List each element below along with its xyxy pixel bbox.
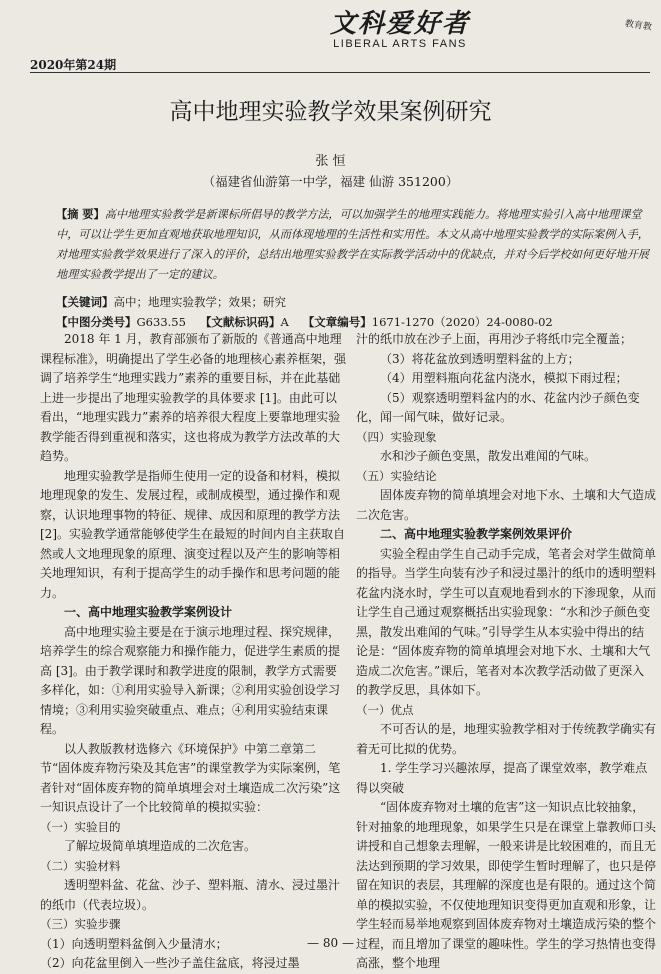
subsection-heading: （三）实验步骤 [40, 917, 121, 931]
doccode-value: A [280, 315, 289, 329]
header-rule [30, 72, 650, 73]
body-paragraph: “固体废弃物对土壤的危害”这一知识点比较抽象，针对抽象的地理现象，如果学生只是在课堂上靠教师口头讲授和自己想象去理解，一般来讲是比较困难的，而且无法达到预期的学习效果，即使学生暂时理解了，也只是停留在知识的表层，其理解的深度也是有限的。通过这个简单的模拟实验，不仅使地理知识变得更加直观和形象，让学生轻而易举地观察到固体废弃物对土壤造成污染的整个过程，而且增加了课堂的趣味性。学生的学习热情也变得高涨，整个地理 [356, 800, 657, 970]
body-paragraph: 1. 学生学习兴趣浓厚，提高了课堂效率，教学难点得以突破 [356, 761, 648, 795]
subsection-heading: （一）实验目的 [40, 819, 121, 834]
body-paragraph: 汁的纸巾放在沙子上面，再用沙子将纸巾完全覆盖； [356, 332, 633, 346]
doccode-label: 【文献标识码】 [199, 315, 281, 329]
corner-section-tag: 教育教 [624, 19, 653, 33]
step-item: （1）向透明塑料盆倒入少量清水； [40, 936, 228, 951]
section-heading: 一、高中地理实验教学案例设计 [64, 605, 233, 619]
body-paragraph: 2018 年 1 月，教育部颁布了新版的《普通高中地理课程标准》，明确提出了学生必备的地理核心素养框架，强调了培养学生“地理实践力”素养的重要目标，并在此基础上进一步提出了地理实验教学的具体要求 [1]。由此可以看出，“地理实践力”素养的培养很大程度上要靠地理实验教学能否得到重视和落实，这也将成为教学方法改革的大趋势。 [40, 332, 347, 463]
body-paragraph: 地理实验教学是指师生使用一定的设备和材料，模拟地理现象的发生、发展过程，或制成模型，通过操作和观察，认识地理事物的特征、规律、成因和原理的教学方法 [2]。实验教学通常能够使学生在最短的时间内自主获取自然或人文地理现象的原理、演变过程以及产生的影响等相关地理知识，有利于提高学生的动手操作和思考问题的能力。 [40, 468, 346, 600]
keywords-label: 【关键词】 [56, 295, 114, 309]
body-paragraph: 不可否认的是，地理实验教学相对于传统教学确实有着无可比拟的优势。 [356, 722, 657, 756]
journal-logo: 文科爱好者 [329, 9, 470, 39]
keywords-text: 高中；地理实验教学；效果；研究 [113, 295, 286, 309]
artno-label: 【文章编号】 [302, 315, 372, 329]
step-item: （3）将花盆放到透明塑料盆的上方； [380, 351, 580, 366]
artno-value: 1671-1270（2020）24-0080-02 [371, 315, 553, 329]
keywords-line [56, 292, 654, 312]
page-number: — 80 — [307, 936, 354, 950]
subsection-heading: （二）实验材料 [40, 858, 121, 873]
subsection-heading: （一）优点 [356, 702, 414, 717]
section-heading: 二、高中地理实验教学案例效果评价 [380, 527, 573, 541]
author-affiliation: （福建省仙游第一中学，福建 仙游 351200） [202, 174, 459, 189]
step-item: （5）观察透明塑料盆内的水、花盆内沙子颜色变化，闻一闻气味，做好记录。 [356, 390, 640, 424]
classification-line [56, 312, 654, 332]
subsection-heading: （五）实验结论 [356, 468, 437, 483]
article-title: 高中地理实验教学效果案例研究 [169, 99, 492, 125]
abstract-text: 高中地理实验教学是新课标所倡导的教学方法，可以加强学生的地理实践能力。将地理实验引入高中地理课堂中，可以让学生更加直观地获取地理知识，从而体现地理的生活性和实用性。本文从高中地理实验教学的实际案例入手，对地理实验教学效果进行了深入的评价，总结出地理实验教学在实际教学活动中的优缺点，并对今后学校如何更好地开展地理实验教学提出了一定的建议。 [56, 208, 649, 281]
author-name: 张 恒 [315, 154, 346, 169]
left-column [40, 330, 346, 974]
body-paragraph: 了解垃圾简单填埋造成的二次危害。 [64, 839, 257, 853]
clc-value: G633.55 [136, 315, 186, 329]
subsection-heading: （四）实验现象 [356, 429, 437, 444]
article-metadata [56, 292, 654, 332]
body-paragraph: 高中地理实验主要是在于演示地理过程、探究规律，培养学生的综合观察能力和操作能力，促进学生素质的提高 [3]。由于教学课时和教学进度的限制，教学方式需要多样化，如：①利用实验导入新课；②利用实验创设学习情境；③利用实验突破重点、难点；④利用实验结束课程。 [40, 624, 341, 736]
masthead [300, 10, 500, 50]
issue-label: 2020年第24期 [30, 58, 117, 72]
body-paragraph: 以人教版教材选修六《环境保护》中第二章第二节“固体废弃物污染及其危害”的课堂教学为实际案例，笔者针对“固体废弃物的简单填埋会对土壤造成二次污染”这一知识点设计了一个比较简单的模拟实验： [40, 741, 341, 814]
abstract [56, 204, 654, 285]
step-item: （2）向花盆里倒入一些沙子盖住盆底，将浸过墨 [40, 956, 300, 970]
body-paragraph: 实验全程由学生自己动手完成，笔者会对学生做简单的指导。当学生向装有沙子和浸过墨汁的纸巾的透明塑料花盆内浇水时，学生可以直观地看到水的下渗现象，从而让学生自己通过观察概括出实验现象：“水和沙子颜色变黑，散发出难闻的气味。”引导学生从本实验中得出的结论是：“固体废弃物的简单填埋会对地下水、土壤和大气造成二次危害。”课后，笔者对本次教学活动做了更深入的教学反思，具体如下。 [356, 546, 657, 697]
body-paragraph: 水和沙子颜色变黑，散发出难闻的气味。 [380, 449, 597, 463]
body-paragraph: 固体废弃物的简单填埋会对地下水、土壤和大气造成二次危害。 [356, 488, 657, 522]
abstract-label: 【摘 要】 [56, 207, 105, 221]
step-item: （4）用塑料瓶向花盆内浇水，模拟下雨过程； [380, 371, 628, 385]
body-paragraph: 透明塑料盆、花盆、沙子、塑料瓶、清水、浸过墨汁的纸巾（代表垃圾）。 [40, 878, 341, 912]
right-column [356, 330, 656, 974]
journal-logo-english: LIBERAL ARTS FANS [333, 38, 467, 50]
clc-label: 【中图分类号】 [56, 315, 137, 329]
